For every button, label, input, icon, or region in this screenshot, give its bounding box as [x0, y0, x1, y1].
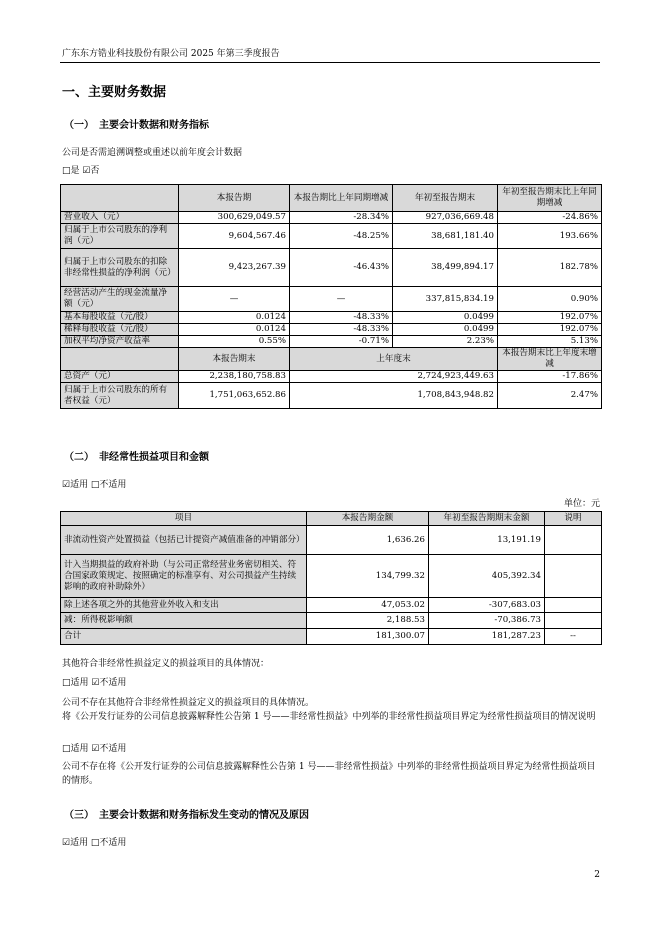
table-cell — [545, 555, 602, 598]
table-header-cell: 本报告期金额 — [307, 512, 429, 526]
applicable-answer: ☑适用 □不适用 — [62, 480, 127, 490]
subsection-title-2: （二） 非经常性损益项目和金额 — [64, 452, 209, 463]
retro-question: 公司是否需追溯调整或重述以前年度会计数据 — [62, 148, 243, 158]
row-label: 基本每股收益（元/股） — [61, 312, 179, 324]
row-label: 营业收入（元） — [61, 212, 179, 224]
table-cell: 193.66% — [498, 224, 602, 249]
row-label: 计入当期损益的政府补助（与公司正常经营业务密切相关、符合国家政策规定、按照确定的标准享有、对公司损益产生持续影响的政府补助除外） — [61, 555, 307, 598]
table-cell: 181,287.23 — [429, 629, 545, 645]
table-cell: 5.13% — [498, 336, 602, 348]
table-cell: -48.33% — [290, 312, 393, 324]
row-label: 归属于上市公司股东的所有者权益（元） — [61, 383, 179, 409]
main-financial-table — [60, 184, 602, 409]
table-header-cell: 项目 — [61, 512, 307, 526]
table-cell: 0.90% — [498, 287, 602, 312]
table-header-cell: 年初至报告期期末金额 — [429, 512, 545, 526]
table-cell: 2,724,923,449.63 — [290, 371, 498, 383]
table-cell: 38,681,181.40 — [393, 224, 498, 249]
section-title: 一、主要财务数据 — [62, 85, 167, 100]
table-cell: -- — [545, 629, 602, 645]
table-cell: 0.0499 — [393, 312, 498, 324]
other-items-none: 公司不存在其他符合非经常性损益定义的损益项目的具体情况。 — [62, 698, 315, 708]
table-cell: 0.55% — [179, 336, 290, 348]
subsection-title-1: （一） 主要会计数据和财务指标 — [64, 120, 209, 131]
table-cell: -17.86% — [498, 371, 602, 383]
table-cell — [545, 613, 602, 629]
table-cell: 13,191.19 — [429, 526, 545, 555]
table-header-cell: 上年度末 — [290, 348, 498, 371]
table-cell: 192.07% — [498, 312, 602, 324]
table-cell: 9,423,267.39 — [179, 249, 290, 287]
table-header-cell: 年初至报告期末比上年同期增减 — [498, 185, 602, 212]
table-cell: — — [290, 287, 393, 312]
table-cell: 0.0124 — [179, 324, 290, 336]
table-cell — [545, 526, 602, 555]
table-cell: -0.71% — [290, 336, 393, 348]
retro-answer: □是 ☑否 — [62, 166, 100, 176]
row-label: 经营活动产生的现金流量净额（元） — [61, 287, 179, 312]
table-row — [61, 629, 602, 645]
table-cell: 182.78% — [498, 249, 602, 287]
table-cell: 0.0124 — [179, 312, 290, 324]
table-row — [61, 555, 602, 598]
unit-label: 单位：元 — [563, 499, 600, 509]
document-header: 广东东方锆业科技股份有限公司 2025 年第三季度报告 — [62, 49, 280, 59]
table-cell: 2,238,180,758.83 — [179, 371, 290, 383]
other-items-text: 其他符合非经常性损益定义的损益项目的具体情况： — [62, 659, 270, 669]
table-header-cell: 本报告期 — [179, 185, 290, 212]
table-cell: 2.23% — [393, 336, 498, 348]
table-cell: 181,300.07 — [307, 629, 429, 645]
table-cell — [545, 598, 602, 613]
table-row — [61, 336, 602, 348]
table-cell: 47,053.02 — [307, 598, 429, 613]
table-row — [61, 249, 602, 287]
header-rule — [60, 62, 600, 63]
row-label: 加权平均净资产收益率 — [61, 336, 179, 348]
table-row — [61, 383, 602, 409]
row-label: 归属于上市公司股东的扣除非经常性损益的净利润（元） — [61, 249, 179, 287]
subsection-title-3: （三） 主要会计数据和财务指标发生变动的情况及原因 — [64, 810, 309, 821]
table-row — [61, 598, 602, 613]
classify-text: 将《公开发行证券的公司信息披露解释性公告第 1 号——非经常性损益》中列举的非经常性损益项目界定为经常性损益项目的情况说明 — [62, 712, 596, 722]
table-header-row — [61, 512, 602, 526]
table-cell: 405,392.34 — [429, 555, 545, 598]
table-header-cell: 年初至报告期末 — [393, 185, 498, 212]
table-cell: 0.0499 — [393, 324, 498, 336]
table-cell: — — [179, 287, 290, 312]
classify-none: 公司不存在将《公开发行证券的公司信息披露解释性公告第 1 号——非经常性损益》中列举的非经常性损益项目界定为经常性损益项目的情形。 — [62, 762, 596, 786]
table-cell: 300,629,049.57 — [179, 212, 290, 224]
table-cell: -28.34% — [290, 212, 393, 224]
row-label: 稀释每股收益（元/股） — [61, 324, 179, 336]
table-cell: 1,751,063,652.86 — [179, 383, 290, 409]
table-row — [61, 371, 602, 383]
row-label: 除上述各项之外的其他营业外收入和支出 — [61, 598, 307, 613]
table-row — [61, 526, 602, 555]
applicable-answer-3: ☑适用 □不适用 — [62, 838, 127, 848]
table-row — [61, 312, 602, 324]
table-cell: -48.33% — [290, 324, 393, 336]
table-cell: 192.07% — [498, 324, 602, 336]
nonrecurring-table — [60, 511, 602, 645]
table-cell: 927,036,669.48 — [393, 212, 498, 224]
table-cell: 38,499,894.17 — [393, 249, 498, 287]
table-row — [61, 224, 602, 249]
table-cell: 337,815,834.19 — [393, 287, 498, 312]
table-cell: -307,683.03 — [429, 598, 545, 613]
table-row — [61, 324, 602, 336]
table-cell: 134,799.32 — [307, 555, 429, 598]
table-cell: -70,386.73 — [429, 613, 545, 629]
table-header-cell: 本报告期末比上年度末增减 — [498, 348, 602, 371]
table-cell: 2,188.53 — [307, 613, 429, 629]
row-label: 减：所得税影响额 — [61, 613, 307, 629]
table-cell: 9,604,567.46 — [179, 224, 290, 249]
table-cell: -46.43% — [290, 249, 393, 287]
other-items-answer: □适用 ☑不适用 — [62, 678, 127, 688]
table-cell: -48.25% — [290, 224, 393, 249]
row-label: 合计 — [61, 629, 307, 645]
table-cell: 1,708,843,948.82 — [290, 383, 498, 409]
table-header-cell — [61, 348, 179, 371]
row-label: 非流动性资产处置损益（包括已计提资产减值准备的冲销部分） — [61, 526, 307, 555]
table-cell: -24.86% — [498, 212, 602, 224]
table-subheader-row — [61, 348, 602, 371]
row-label: 归属于上市公司股东的净利润（元） — [61, 224, 179, 249]
table-header-cell: 说明 — [545, 512, 602, 526]
table-header-row — [61, 185, 602, 212]
table-cell: 1,636.26 — [307, 526, 429, 555]
row-label: 总资产（元） — [61, 371, 179, 383]
table-header-cell: 本报告期末 — [179, 348, 290, 371]
table-header-cell: 本报告期比上年同期增减 — [290, 185, 393, 212]
classify-answer: □适用 ☑不适用 — [62, 744, 127, 754]
table-row — [61, 287, 602, 312]
table-header-cell — [61, 185, 179, 212]
table-cell: 2.47% — [498, 383, 602, 409]
table-row — [61, 613, 602, 629]
table-row — [61, 212, 602, 224]
page-number: 2 — [594, 870, 600, 880]
